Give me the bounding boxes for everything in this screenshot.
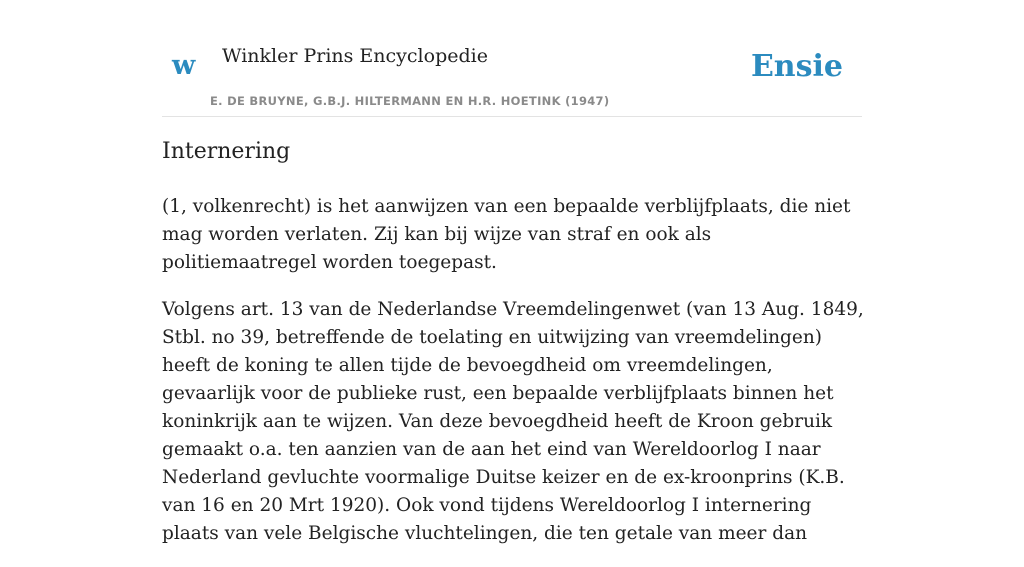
article-body [162, 193, 867, 567]
book-title[interactable]: Winkler Prins Encyclopedie [222, 45, 488, 67]
article-paragraph: Volgens art. 13 van de Nederlandse Vreemdelingenwet (van 13 Aug. 1849, Stbl. no 39, betreffende de toelating en uitwijzing van vreemdelingen) heeft de koning te allen tijde de bevoegdheid om vreemdelingen, gevaarlijk voor de publieke rust, een bepaalde verblijfplaats binnen het koninkrijk aan te wijzen. Van deze bevoegdheid heeft de Kroon gebruik gemaakt o.a. ten aanzien van de aan het eind van Wereldoorlog I naar Nederland gevluchte voormalige Duitse keizer en de ex-kroonprins (K.B. van 16 en 20 Mrt 1920). Ook vond tijdens Wereldoorlog I internering plaats van vele Belgische vluchtelingen, die ten getale van meer dan [162, 299, 864, 544]
article-title: Internering [162, 139, 291, 164]
article-paragraph: (1, volkenrecht) is het aanwijzen van een bepaalde verblijfplaats, die niet mag worden verlaten. Zij kan bij wijze van straf en ook als politiemaatregel worden toegepast. [162, 196, 851, 273]
ensie-logo-link[interactable]: Ensie [750, 49, 843, 84]
header [162, 0, 862, 117]
winkler-prins-logo[interactable]: w [172, 50, 196, 81]
book-authors: E. DE BRUYNE, G.B.J. HILTERMANN EN H.R. HOETINK (1947) [210, 94, 610, 108]
